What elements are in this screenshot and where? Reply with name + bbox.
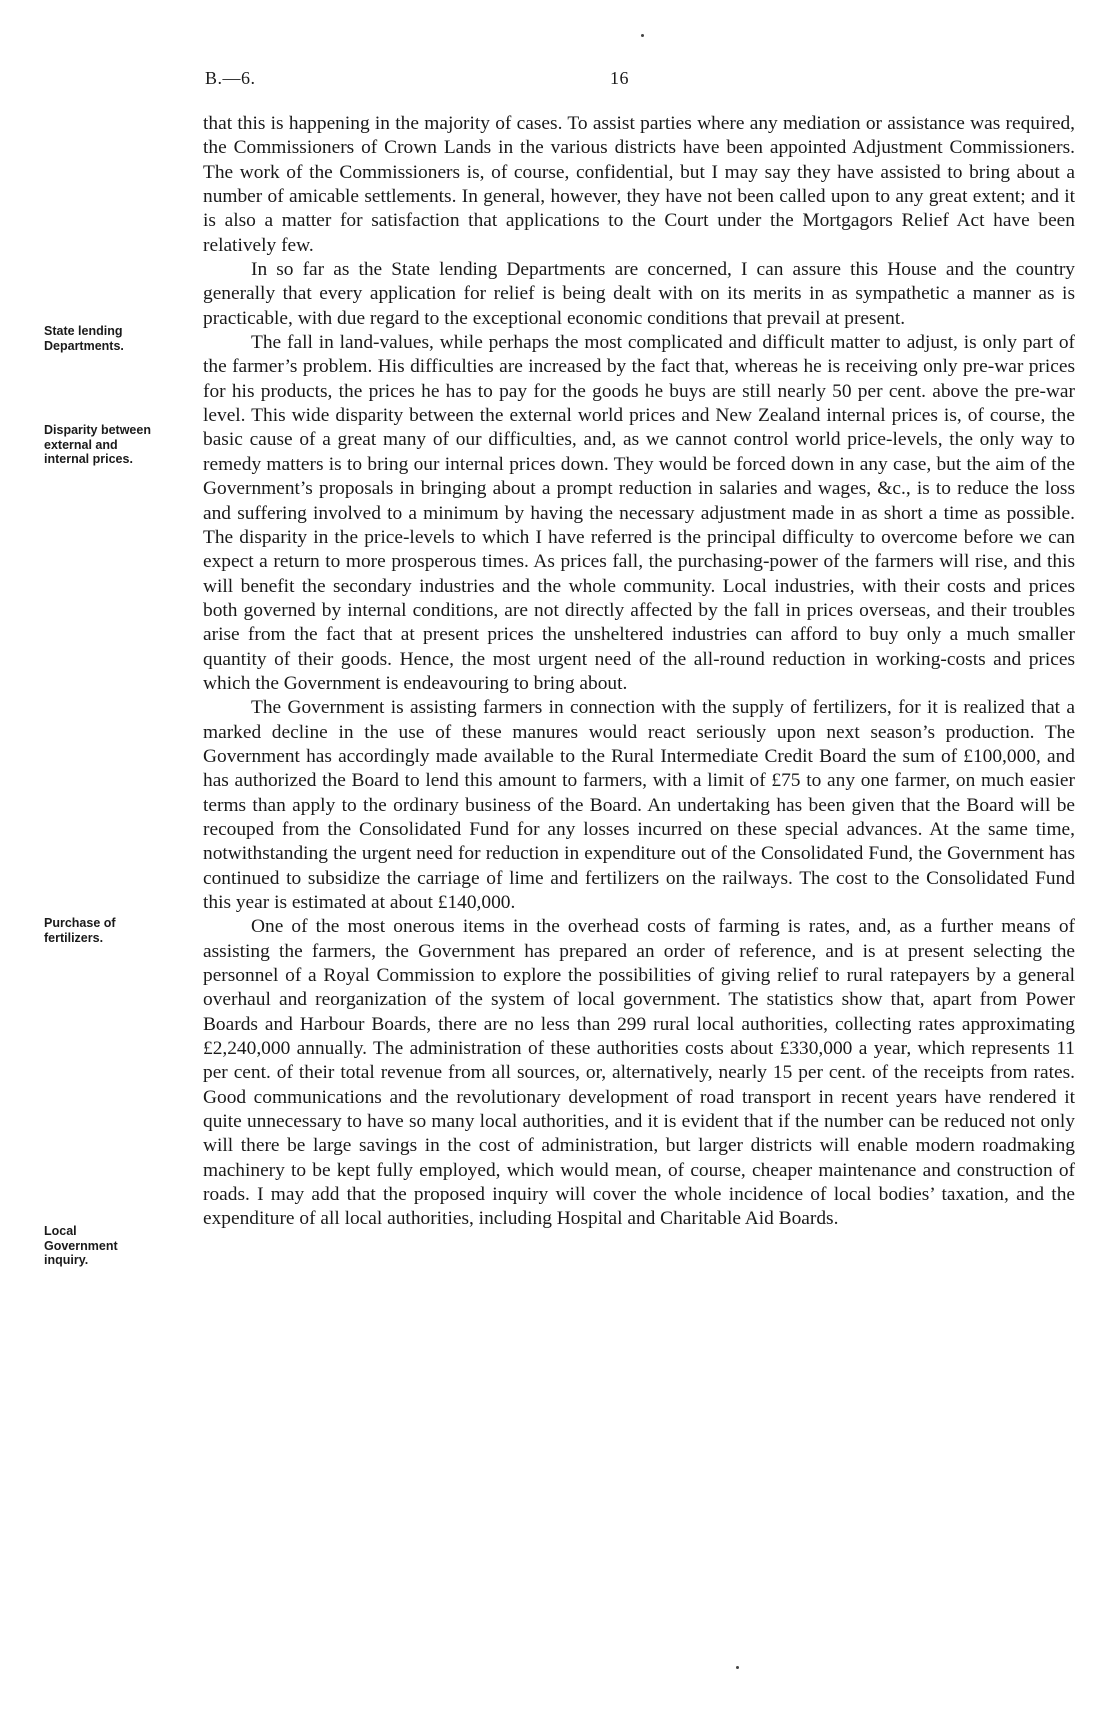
sidenote-fertilizers: Purchase of fertilizers.: [44, 916, 116, 945]
sidenote-price-disparity: Disparity between external and internal prices.: [44, 423, 151, 466]
page-header: [205, 68, 1075, 92]
scan-speck: [641, 34, 644, 37]
paragraph-local-government: One of the most onerous items in the overhead costs of farming is rates, and, as a further means of assisting the farmers, the Government has prepared an order of reference, and is at present selecting the personnel of a Royal Commission to explore the possibilities of giving relief to rural ratepayers by a general overhaul and reorganization of the system of local government. The statistics show that, apart from Power Boards and Harbour Boards, there are no less than 299 rural local authorities, collecting rates approximating £2,240,000 annually. The administration of these authorities costs about £330,000 a year, which represents 11 per cent. of their total revenue from all sources, or, alternatively, nearly 15 per cent. of the receipts from rates. Good communications and the revolutionary development of road transport in recent years have rendered it quite unnecessary to have so many local authorities, and it is evident that if the number can be reduced not only will there be large savings in the cost of administration, but larger districts will enable modern roadmaking machinery to be kept fully employed, which would mean, of course, cheaper maintenance and construction of roads. I may add that the proposed inquiry will cover the whole incidence of local bodies’ taxation, and the expenditure of all local authorities, including Hospital and Charitable Aid Boards.: [203, 916, 1075, 1230]
sidenote-state-lending: State lending Departments.: [44, 324, 124, 353]
paragraph-state-lending: In so far as the State lending Departments are concerned, I can assure this House and the country generally that every application for relief is being dealt with on its merits in as sympathetic a manner as is practicable, with due regard to the exceptional economic conditions that prevail at present.: [203, 259, 1075, 329]
document-reference: B.—6.: [205, 68, 256, 88]
paragraph-price-disparity: The fall in land-values, while perhaps the most complicated and difficult matter to adjust, is only part of the farmer’s problem. His difficulties are increased by the fact that, whereas he is receiving only pre-war prices for his products, the prices he has to pay for the goods he buys are still nearly 50 per cent. above the pre-war level. This wide disparity between the external world prices and New Zealand internal prices is, of course, the basic cause of a great many of our difficulties, and, as we cannot control world price-levels, the only way to remedy matters is to bring our internal prices down. They would be forced down in any case, but the aim of the Government’s proposals in bringing about a prompt reduction in salaries and wages, &c., is to reduce the loss and suffering involved to a minimum by having the necessary adjustment made in as short a time as possible. The disparity in the price-levels to which I have referred is the principal difficulty to overcome before we can expect a return to more prosperous times. As prices fall, the purchasing-power of the farmers will rise, and this will benefit the secondary industries and the whole community. Local industries, with their costs and prices both governed by internal conditions, are not directly affected by the fall in prices overseas, and their troubles arise from the fact that at present prices the unsheltered industries can afford to buy only a much smaller quantity of their goods. Hence, the most urgent need of the all-round reduction in working-costs and prices which the Government is endeavouring to bring about.: [203, 332, 1075, 694]
paragraph-fertilizers: The Government is assisting farmers in connection with the supply of fertilizers, for it is realized that a marked decline in the use of these manures would react seriously upon next season’s production. The Government has accordingly made available to the Rural Intermediate Credit Board the sum of £100,000, and has authorized the Board to lend this amount to farmers, with a limit of £75 to any one farmer, on much easier terms than apply to the ordinary business of the Board. An undertaking has been given that the Board will be recouped from the Consolidated Fund for any losses incurred on these special advances. At the same time, notwithstanding the urgent need for reduction in expenditure out of the Consolidated Fund, the Government has continued to subsidize the carriage of lime and fertilizers on the railways. The cost to the Consolidated Fund this year is estimated at about £140,000.: [203, 697, 1075, 913]
paragraph-continuation: that this is happening in the majority of cases. To assist parties where any mediation or assistance was required, the Commissioners of Crown Lands in the various districts have been appointed Adjustment Commissioners. The work of the Commissioners is, of course, confidential, but I may say they have assisted to bring about a number of amicable settlements. In general, however, they have not been called upon to any great extent; and it is also a matter for satisfaction that applications to the Court under the Mortgagors Relief Act have been relatively few.: [203, 113, 1075, 256]
sidenote-local-government: Local Government inquiry.: [44, 1224, 118, 1267]
page-number: 16: [610, 68, 629, 88]
body-text: [203, 112, 1075, 1232]
scan-speck: [736, 1666, 739, 1669]
